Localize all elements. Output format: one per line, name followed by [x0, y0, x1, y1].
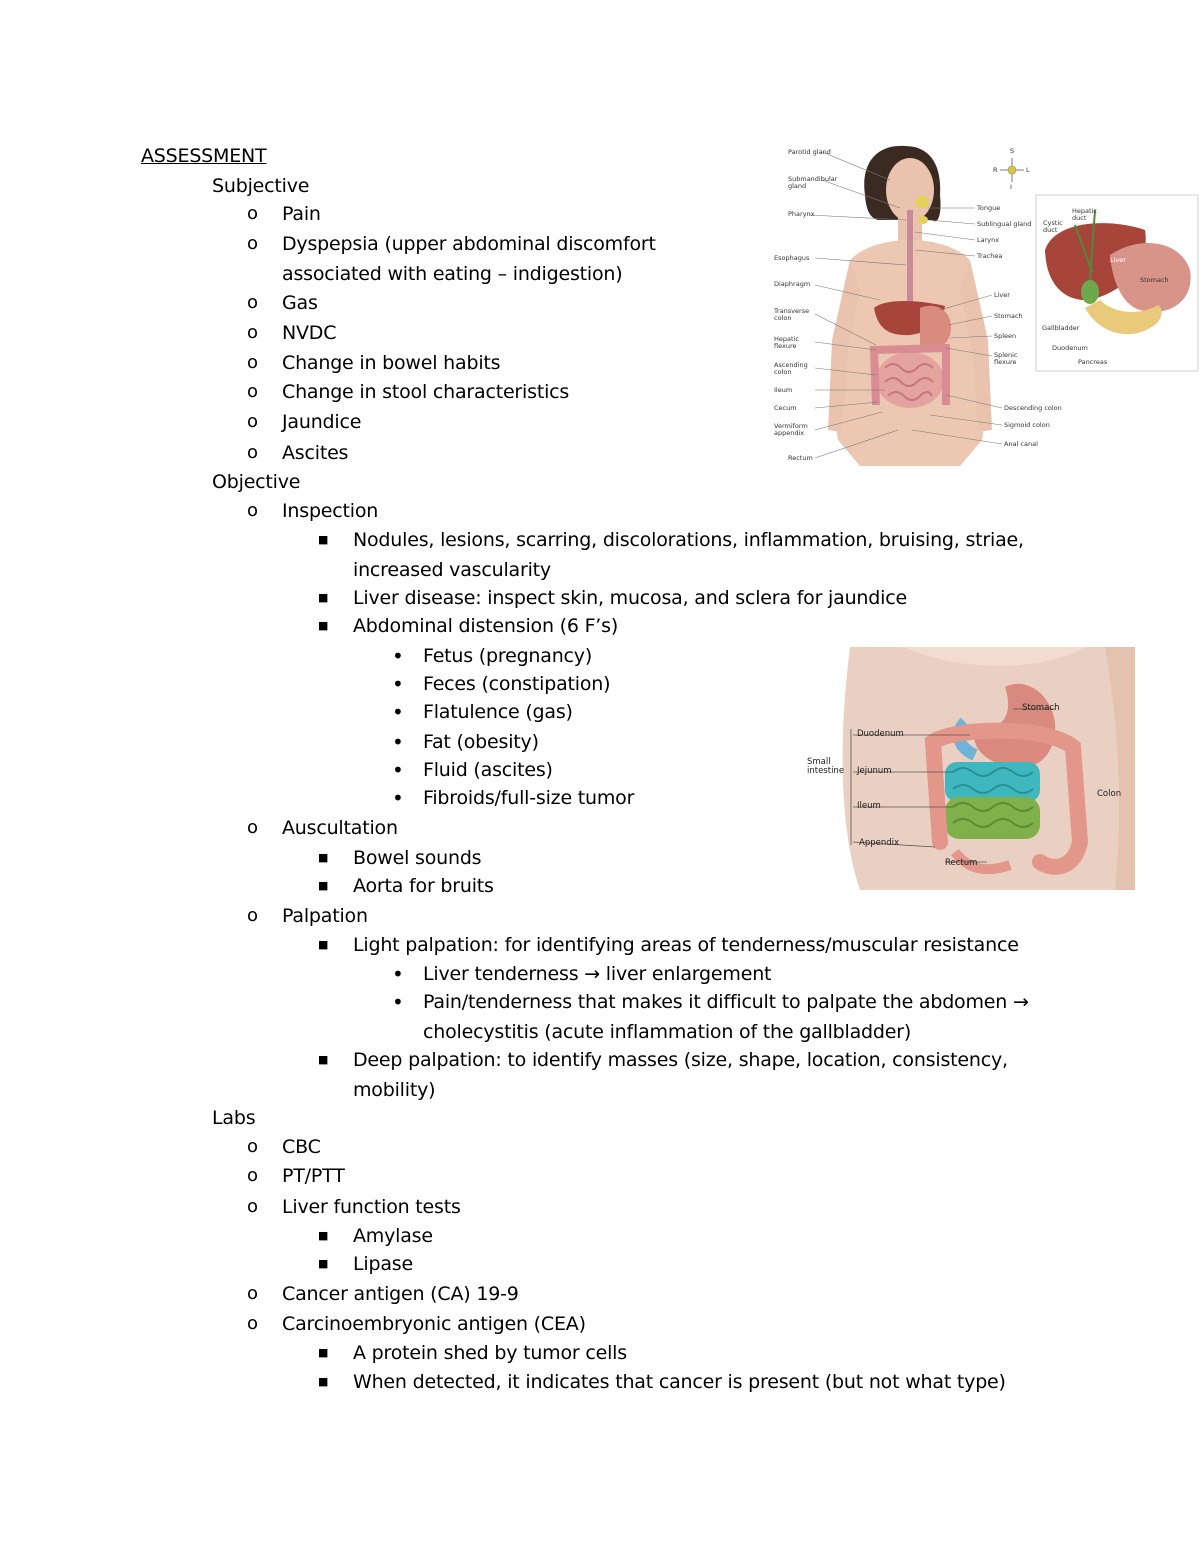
bullet-o: o: [247, 442, 259, 463]
label-sublingual: Sublingual gland: [977, 220, 1032, 228]
bullet-o: o: [247, 292, 259, 313]
inset-label-gallbladder: Gallbladder: [1042, 324, 1080, 332]
bullet-o: o: [247, 352, 259, 373]
bullet-square: ■: [318, 1229, 329, 1242]
bullet-o: o: [247, 1313, 259, 1334]
list-item: Dyspepsia (upper abdominal discomfort: [282, 233, 656, 255]
list-item: When detected, it indicates that cancer is present (but not what type): [353, 1371, 1006, 1393]
list-item: Fat (obesity): [423, 731, 539, 753]
label-pharynx: Pharynx: [788, 210, 815, 218]
label-duodenum: Duodenum: [857, 729, 904, 739]
label-small-intestine: Small intestine: [807, 757, 845, 776]
label-ascending-colon: Ascending colon: [774, 361, 808, 376]
bullet-o: o: [247, 233, 259, 254]
bullet-o: o: [247, 1196, 259, 1217]
list-item-continued: associated with eating – indigestion): [282, 263, 623, 285]
label-descending-colon: Descending colon: [1004, 404, 1062, 412]
list-item: Nodules, lesions, scarring, discolorations, inflammation, bruising, striae,: [353, 529, 1024, 551]
digestive-system-illustration: [770, 140, 1200, 466]
label-tongue: Tongue: [977, 204, 1001, 212]
label-hepatic-flexure: Hepatic flexure: [774, 335, 799, 350]
bullet-o: o: [247, 381, 259, 402]
list-item: Change in bowel habits: [282, 352, 501, 374]
label-spleen: Spleen: [994, 332, 1017, 340]
label-sigmoid-colon: Sigmoid colon: [1004, 421, 1050, 429]
label-cecum: Cecum: [774, 404, 797, 412]
bullet-o: o: [247, 817, 259, 838]
list-item: Flatulence (gas): [423, 701, 573, 723]
section-labs: Labs: [212, 1107, 256, 1129]
list-item: Jaundice: [282, 411, 362, 433]
list-item: Bowel sounds: [353, 847, 482, 869]
bullet-dot: •: [392, 672, 404, 696]
bullet-dot: •: [392, 644, 404, 668]
inset-label-stomach: Stomach: [1140, 276, 1169, 284]
bullet-square: ■: [318, 1257, 329, 1270]
list-item-continued: cholecystitis (acute inflammation of the gallbladder): [423, 1021, 912, 1043]
bullet-o: o: [247, 411, 259, 432]
label-appendix: Vermiform appendix: [774, 422, 808, 437]
label-trachea: Trachea: [977, 252, 1003, 260]
list-item: A protein shed by tumor cells: [353, 1342, 627, 1364]
bullet-o: o: [247, 1165, 259, 1186]
label-esophagus: Esophagus: [774, 254, 810, 262]
label-splenic-flexure: Splenic flexure: [994, 351, 1018, 366]
inset-label-duodenum: Duodenum: [1052, 344, 1088, 352]
subsection-palpation: Palpation: [282, 905, 368, 927]
list-item-continued: mobility): [353, 1079, 436, 1101]
list-item: Light palpation: for identifying areas of tenderness/muscular resistance: [353, 934, 1019, 956]
list-item: Ascites: [282, 442, 349, 464]
list-item: Liver function tests: [282, 1196, 461, 1218]
subsection-auscultation: Auscultation: [282, 817, 398, 839]
list-item: Feces (constipation): [423, 673, 611, 695]
bullet-square: ■: [318, 851, 329, 864]
list-item: Pain: [282, 203, 321, 225]
compass-rose: [1000, 158, 1024, 182]
bullet-dot: •: [392, 962, 404, 986]
list-item: Pain/tenderness that makes it difficult to palpate the abdomen →: [423, 991, 1029, 1013]
list-item: Cancer antigen (CA) 19-9: [282, 1283, 519, 1305]
list-item: Fluid (ascites): [423, 759, 553, 781]
label-diaphragm: Diaphragm: [774, 280, 811, 288]
bullet-dot: •: [392, 990, 404, 1014]
label-jejunum: Jejunum: [857, 766, 892, 776]
bullet-o: o: [247, 1136, 259, 1157]
bullet-o: o: [247, 322, 259, 343]
inset-label-pancreas: Pancreas: [1078, 358, 1108, 366]
inset-label-liver: Liver: [1110, 256, 1126, 264]
compass-s: S: [1010, 147, 1015, 155]
compass-l: L: [1026, 166, 1030, 174]
list-item: Change in stool characteristics: [282, 381, 570, 403]
list-item: Abdominal distension (6 F’s): [353, 615, 619, 637]
subsection-inspection: Inspection: [282, 500, 379, 522]
label-submandibular: Submandibular gland: [788, 175, 838, 190]
bullet-o: o: [247, 905, 259, 926]
label-rectum: Rectum: [788, 454, 813, 462]
bullet-square: ■: [318, 1053, 329, 1066]
bullet-o: o: [247, 1283, 259, 1304]
list-item: Liver tenderness → liver enlargement: [423, 963, 772, 985]
list-item: Lipase: [353, 1253, 413, 1275]
label-stomach: Stomach: [1022, 703, 1060, 713]
list-item-continued: increased vascularity: [353, 559, 551, 581]
list-item: PT/PTT: [282, 1165, 345, 1187]
list-item: CBC: [282, 1136, 321, 1158]
label-anal-canal: Anal canal: [1004, 440, 1038, 448]
heading-assessment: ASSESSMENT: [141, 145, 267, 167]
label-rectum: Rectum: [945, 858, 978, 868]
abdomen-intestine-figure: [805, 647, 1135, 890]
label-appendix: Appendix: [859, 838, 900, 848]
list-item: Deep palpation: to identify masses (size, shape, location, consistency,: [353, 1049, 1008, 1071]
label-colon: Colon: [1097, 789, 1122, 799]
label-ileum: Ileum: [857, 801, 881, 811]
label-larynx: Larynx: [977, 236, 1000, 244]
section-objective: Objective: [212, 471, 301, 493]
list-item: Aorta for bruits: [353, 875, 494, 897]
list-item: Gas: [282, 292, 318, 314]
label-liver: Liver: [994, 291, 1010, 299]
compass-i: I: [1010, 183, 1012, 191]
label-ileum: Ileum: [774, 386, 793, 394]
list-item: Fibroids/full-size tumor: [423, 787, 635, 809]
list-item: Amylase: [353, 1225, 433, 1247]
bullet-square: ■: [318, 938, 329, 951]
bullet-dot: •: [392, 786, 404, 810]
abdomen-intestine-illustration: [805, 647, 1135, 890]
list-item: Liver disease: inspect skin, mucosa, and sclera for jaundice: [353, 587, 907, 609]
bullet-dot: •: [392, 758, 404, 782]
bullet-square: ■: [318, 533, 329, 546]
bullet-square: ■: [318, 591, 329, 604]
bullet-square: ■: [318, 879, 329, 892]
label-transverse-colon: Transverse colon: [774, 307, 810, 322]
list-item: Fetus (pregnancy): [423, 645, 593, 667]
bullet-square: ■: [318, 1346, 329, 1359]
inset-label-hepatic-duct: Hepatic duct: [1072, 207, 1097, 222]
bullet-square: ■: [318, 619, 329, 632]
bullet-square: ■: [318, 1375, 329, 1388]
section-subjective: Subjective: [212, 175, 310, 197]
bullet-dot: •: [392, 730, 404, 754]
digestive-system-figure: [770, 140, 1200, 466]
bullet-o: o: [247, 203, 259, 224]
compass-r: R: [993, 166, 998, 174]
inset-label-cystic-duct: Cystic duct: [1043, 219, 1063, 234]
bullet-o: o: [247, 500, 259, 521]
list-item: NVDC: [282, 322, 337, 344]
list-item: Carcinoembryonic antigen (CEA): [282, 1313, 586, 1335]
label-parotid: Parotid gland: [788, 148, 831, 156]
bullet-dot: •: [392, 700, 404, 724]
label-stomach: Stomach: [994, 312, 1023, 320]
